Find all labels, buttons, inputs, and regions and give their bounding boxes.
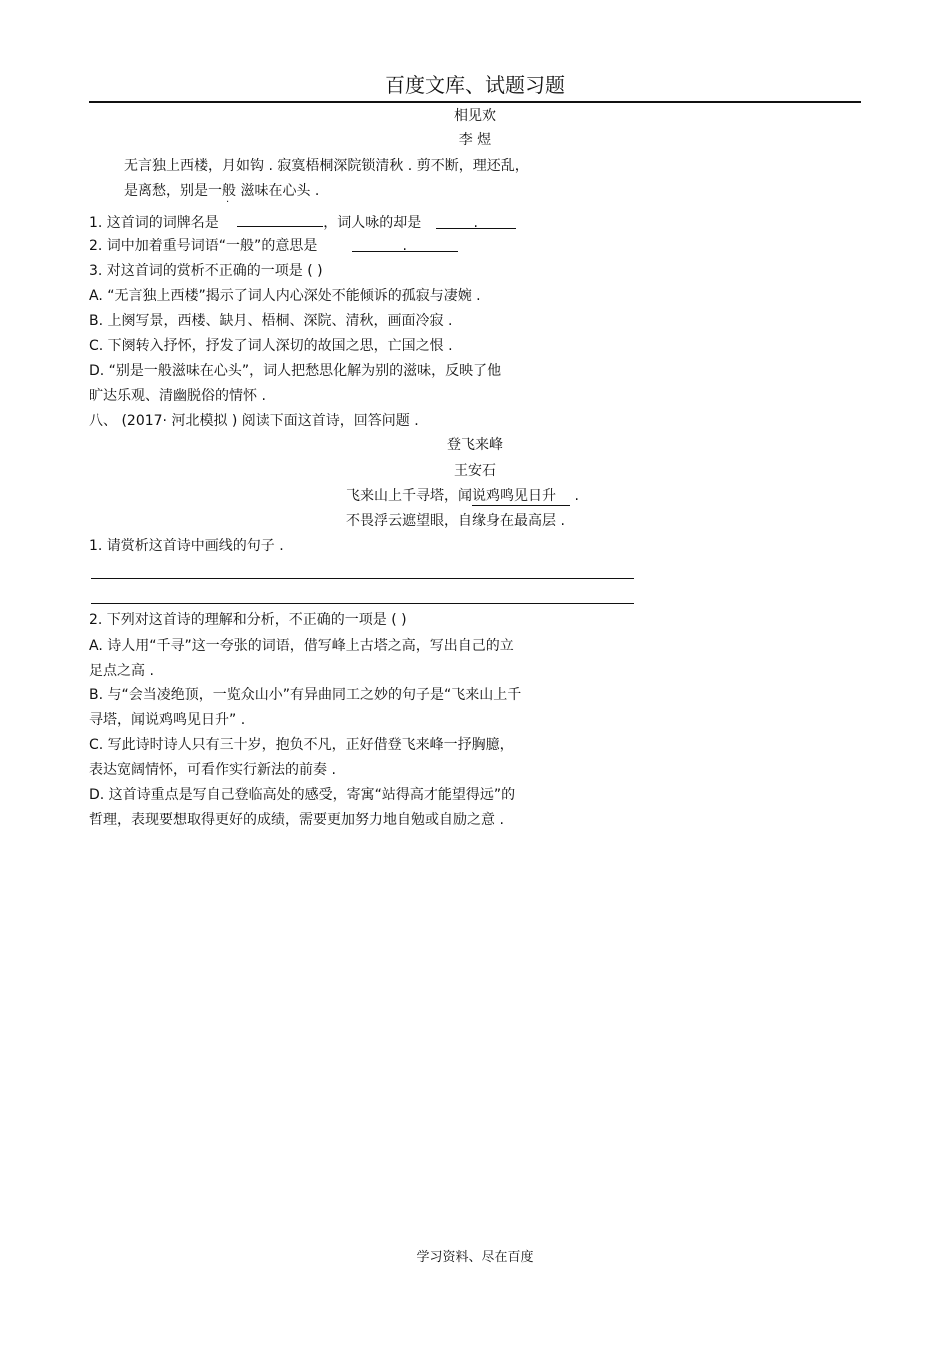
underlined-sentence: 说鸡鸣见日升 (472, 488, 556, 504)
question-2: 2. 词中加着重号词语“一般”的意思是 . (89, 237, 458, 255)
emphasis-mark: 般 · (222, 183, 236, 208)
s8-option-d-line2: 哲理，表现要想取得更好的成绩，需要更加努力地自勉或自励之意 . (89, 812, 504, 828)
poem1-line2 (124, 182, 320, 208)
s8-option-c-line2: 表达宽阔情怀，可看作实行新法的前奏 . (89, 762, 336, 778)
poem1-line2-post: 滋味在心头 . (236, 183, 320, 199)
s8-option-b-line2: 寻塔，闻说鸡鸣见日升” . (89, 712, 246, 728)
answer-blank-3[interactable]: . (352, 237, 458, 252)
question-1: 1. 这首词的词牌名是 ，词人咏的却是 . (89, 212, 516, 232)
option-c: C. 下阕转入抒怀，抒发了词人深切的故国之思，亡国之恨 . (89, 338, 453, 354)
s8-question-1: 1. 请赏析这首诗中画线的句子 . (89, 538, 284, 554)
option-d-line1: D. “别是一般滋味在心头”，词人把愁思化解为别的滋味，反映了他 (89, 363, 502, 379)
poem1-author: 李 煜 (458, 132, 492, 148)
answer-blank-1[interactable] (237, 212, 323, 227)
answer-blank-2[interactable]: . (436, 214, 516, 229)
page-title: 百度文库、试题习题 (385, 73, 565, 97)
poem2-line2: 不畏浮云遮望眼，自缘身在最高层 . (346, 513, 565, 529)
answer-line-1[interactable] (91, 578, 634, 579)
answer-line-2[interactable] (91, 603, 634, 604)
s8-option-c-line1: C. 写此诗时诗人只有三十岁，抱负不凡，正好借登飞来峰一抒胸臆， (89, 737, 514, 753)
poem1-title: 相见欢 (454, 108, 496, 124)
poem1-line1: 无言独上西楼，月如钩 . 寂寞梧桐深院锁清秋 . 剪不断，理还乱， (124, 158, 529, 174)
s8-option-d-line1: D. 这首诗重点是写自己登临高处的感受，寄寓“站得高才能望得远”的 (89, 787, 516, 803)
page-footer: 学习资料、尽在百度 (416, 1250, 534, 1265)
question-3: 3. 对这首词的赏析不正确的一项是 ( ) (89, 263, 323, 279)
s8-option-a-line2: 足点之高 . (89, 663, 154, 679)
option-d-line2: 旷达乐观、清幽脱俗的情怀 . (89, 388, 266, 404)
s8-option-a-line1: A. 诗人用“千寻”这一夸张的词语，借写峰上古塔之高，写出自己的立 (89, 638, 514, 654)
s8-option-b-line1: B. 与“会当凌绝顶，一览众山小”有异曲同工之妙的句子是“飞来山上千 (89, 687, 522, 703)
option-a: A. “无言独上西楼”揭示了词人内心深处不能倾诉的孤寂与凄婉 . (89, 288, 481, 304)
section-heading: 八、 (2017· 河北模拟 ) 阅读下面这首诗，回答问题 . (89, 413, 419, 429)
poem2-author: 王安石 (454, 463, 496, 479)
option-b: B. 上阕写景，西楼、缺月、梧桐、深院、清秋，画面冷寂 . (89, 313, 453, 329)
poem2-title: 登飞来峰 (447, 437, 503, 453)
poem1-line2-pre: 是离愁，别是一 (124, 183, 222, 199)
poem2-line1: 飞来山上千寻塔，闻说鸡鸣见日升 . (346, 488, 579, 504)
header-divider (89, 101, 861, 103)
s8-question-2: 2. 下列对这首诗的理解和分析，不正确的一项是 ( ) (89, 612, 407, 628)
